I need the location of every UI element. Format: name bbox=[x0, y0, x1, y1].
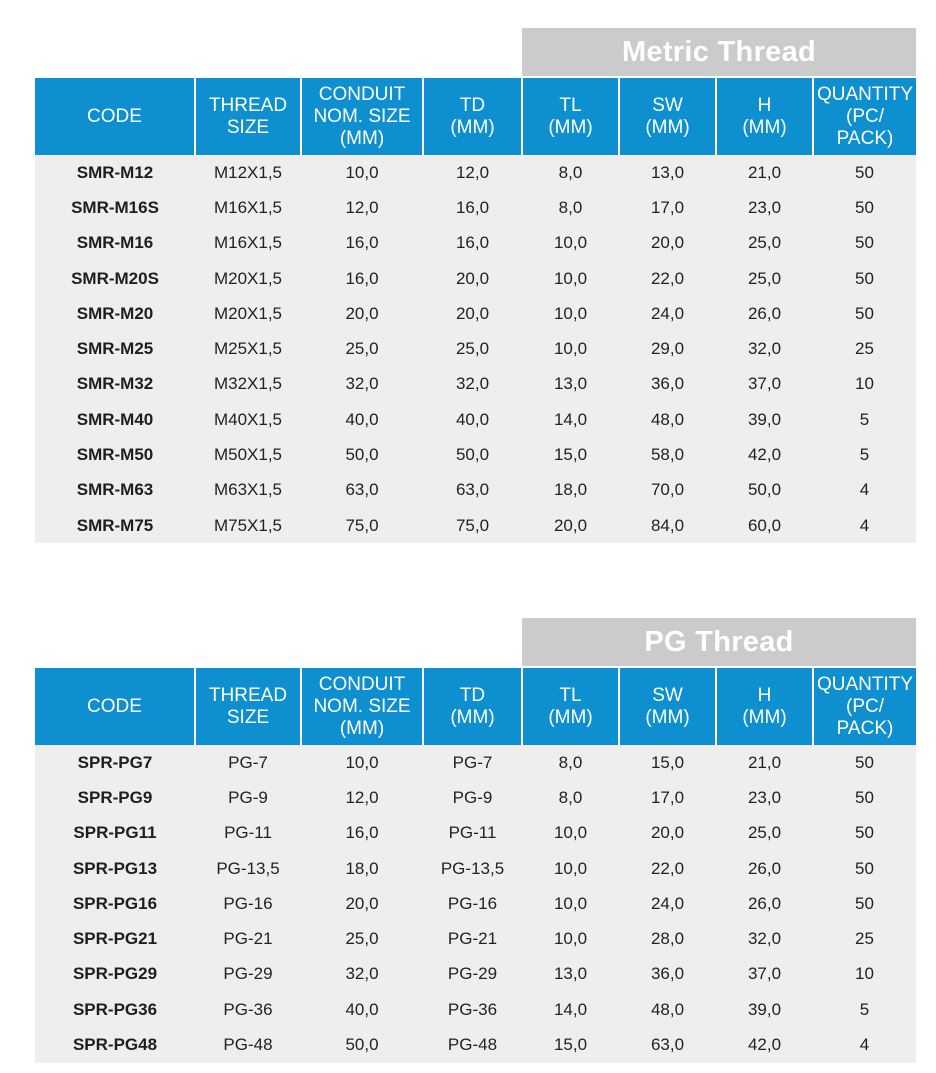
column-header bbox=[522, 668, 619, 745]
table-cell: 17,0 bbox=[619, 190, 716, 225]
product-code-cell: SPR-PG21 bbox=[35, 921, 195, 956]
table-cell: PG-16 bbox=[195, 886, 301, 921]
table-cell: 18,0 bbox=[522, 473, 619, 508]
table-cell: 10,0 bbox=[522, 816, 619, 851]
table-cell: 20,0 bbox=[301, 886, 423, 921]
column-header bbox=[619, 78, 716, 155]
table-cell: 10,0 bbox=[301, 745, 423, 780]
table-cell: 24,0 bbox=[619, 886, 716, 921]
table-cell: 13,0 bbox=[522, 957, 619, 992]
column-header-line: TL bbox=[559, 684, 582, 706]
table-cell: 50 bbox=[813, 886, 916, 921]
table-cell: 58,0 bbox=[619, 437, 716, 472]
column-header bbox=[619, 668, 716, 745]
table-cell: 39,0 bbox=[716, 992, 813, 1027]
table-cell: 13,0 bbox=[619, 155, 716, 190]
product-code-cell: SPR-PG48 bbox=[35, 1027, 195, 1062]
table-cell: 32,0 bbox=[716, 921, 813, 956]
table-cell: 28,0 bbox=[619, 921, 716, 956]
table-cell: M75X1,5 bbox=[195, 508, 301, 543]
table-cell: 23,0 bbox=[716, 190, 813, 225]
table-cell: 26,0 bbox=[716, 296, 813, 331]
table-row bbox=[35, 331, 916, 366]
product-code-cell: SMR-M20 bbox=[35, 296, 195, 331]
column-header-line: QUANTITY bbox=[816, 83, 914, 105]
table-cell: M40X1,5 bbox=[195, 402, 301, 437]
table-cell: 16,0 bbox=[423, 226, 522, 261]
table-cell: 50 bbox=[813, 780, 916, 815]
product-code-cell: SMR-M63 bbox=[35, 473, 195, 508]
table-cell: 10,0 bbox=[522, 296, 619, 331]
table-cell: 12,0 bbox=[301, 780, 423, 815]
table-cell: 15,0 bbox=[522, 437, 619, 472]
column-header-line: SIZE bbox=[226, 706, 270, 728]
table-cell: 36,0 bbox=[619, 957, 716, 992]
table-cell: 26,0 bbox=[716, 851, 813, 886]
table-cell: 5 bbox=[813, 992, 916, 1027]
table-cell: 25,0 bbox=[423, 331, 522, 366]
column-header-line: (MM) bbox=[339, 127, 385, 149]
table-cell: 50,0 bbox=[716, 473, 813, 508]
table-cell: 63,0 bbox=[301, 473, 423, 508]
table-cell: PG-36 bbox=[423, 992, 522, 1027]
table-cell: 8,0 bbox=[522, 780, 619, 815]
table-cell: 29,0 bbox=[619, 331, 716, 366]
product-code-cell: SPR-PG7 bbox=[35, 745, 195, 780]
product-code-cell: SMR-M32 bbox=[35, 367, 195, 402]
table-cell: 16,0 bbox=[301, 816, 423, 851]
table-cell: 4 bbox=[813, 473, 916, 508]
product-code-cell: SMR-M50 bbox=[35, 437, 195, 472]
column-header-line: (PC/ bbox=[846, 695, 884, 717]
column-header bbox=[301, 668, 423, 745]
table-row bbox=[35, 780, 916, 815]
table-cell: 50,0 bbox=[301, 1027, 423, 1062]
table-cell: 26,0 bbox=[716, 886, 813, 921]
column-header-line: H bbox=[757, 94, 772, 116]
table-cell: 10,0 bbox=[522, 851, 619, 886]
table-cell: 50,0 bbox=[301, 437, 423, 472]
table-cell: 25,0 bbox=[301, 331, 423, 366]
table-cell: PG-36 bbox=[195, 992, 301, 1027]
table-cell: 48,0 bbox=[619, 402, 716, 437]
table-cell: M50X1,5 bbox=[195, 437, 301, 472]
product-code-cell: SPR-PG36 bbox=[35, 992, 195, 1027]
table-row bbox=[35, 957, 916, 992]
table-cell: 25,0 bbox=[716, 261, 813, 296]
table-cell: 16,0 bbox=[301, 261, 423, 296]
table-cell: 37,0 bbox=[716, 367, 813, 402]
column-header-line: SIZE bbox=[226, 116, 270, 138]
table-cell: 50,0 bbox=[423, 437, 522, 472]
table-cell: 10,0 bbox=[301, 155, 423, 190]
table-cell: 5 bbox=[813, 437, 916, 472]
column-header-line: THREAD bbox=[208, 684, 288, 706]
table-cell: M63X1,5 bbox=[195, 473, 301, 508]
column-header bbox=[423, 78, 522, 155]
table-cell: 37,0 bbox=[716, 957, 813, 992]
column-header-line: (MM) bbox=[645, 116, 690, 138]
column-header-line: NOM. SIZE bbox=[313, 695, 411, 717]
table-cell: 32,0 bbox=[301, 367, 423, 402]
table-row bbox=[35, 261, 916, 296]
table-row bbox=[35, 155, 916, 190]
table-cell: 24,0 bbox=[619, 296, 716, 331]
product-code-cell: SMR-M20S bbox=[35, 261, 195, 296]
table-row bbox=[35, 508, 916, 543]
table-cell: M32X1,5 bbox=[195, 367, 301, 402]
table-cell: PG-11 bbox=[423, 816, 522, 851]
product-code-cell: SPR-PG16 bbox=[35, 886, 195, 921]
table-cell: 20,0 bbox=[619, 816, 716, 851]
column-header-line: TD bbox=[459, 94, 486, 116]
table-cell: 50 bbox=[813, 296, 916, 331]
table-cell: 5 bbox=[813, 402, 916, 437]
column-header-line: PACK) bbox=[836, 717, 894, 739]
table-cell: 21,0 bbox=[716, 745, 813, 780]
table-cell: PG-7 bbox=[423, 745, 522, 780]
table-cell: 12,0 bbox=[423, 155, 522, 190]
table-cell: M20X1,5 bbox=[195, 296, 301, 331]
table-cell: M12X1,5 bbox=[195, 155, 301, 190]
table-row bbox=[35, 816, 916, 851]
product-code-cell: SMR-M16 bbox=[35, 226, 195, 261]
table-cell: PG-29 bbox=[195, 957, 301, 992]
column-header-line: CONDUIT bbox=[318, 673, 406, 695]
table-cell: 75,0 bbox=[423, 508, 522, 543]
column-header-line: (MM) bbox=[645, 706, 690, 728]
metric-thread-table bbox=[35, 78, 916, 543]
table-row bbox=[35, 921, 916, 956]
table-cell: 50 bbox=[813, 745, 916, 780]
column-header-line: SW bbox=[652, 94, 683, 116]
header-row bbox=[35, 668, 916, 745]
table-cell: 63,0 bbox=[619, 1027, 716, 1062]
table-cell: 4 bbox=[813, 508, 916, 543]
product-code-cell: SMR-M12 bbox=[35, 155, 195, 190]
table-banner: PG Thread bbox=[522, 618, 916, 666]
product-code-cell: SMR-M40 bbox=[35, 402, 195, 437]
table-row bbox=[35, 745, 916, 780]
table-cell: 10 bbox=[813, 957, 916, 992]
table-cell: 84,0 bbox=[619, 508, 716, 543]
table-cell: 32,0 bbox=[301, 957, 423, 992]
table-cell: 8,0 bbox=[522, 155, 619, 190]
table-cell: 42,0 bbox=[716, 1027, 813, 1062]
column-header bbox=[195, 668, 301, 745]
table-cell: 70,0 bbox=[619, 473, 716, 508]
table-cell: 40,0 bbox=[301, 402, 423, 437]
table-row bbox=[35, 190, 916, 225]
table-cell: 13,0 bbox=[522, 367, 619, 402]
table-cell: PG-13,5 bbox=[423, 851, 522, 886]
table-cell: 12,0 bbox=[301, 190, 423, 225]
column-header bbox=[35, 668, 195, 745]
table-cell: 15,0 bbox=[619, 745, 716, 780]
table-row bbox=[35, 437, 916, 472]
table-cell: 50 bbox=[813, 226, 916, 261]
table-cell: 63,0 bbox=[423, 473, 522, 508]
table-cell: 10,0 bbox=[522, 921, 619, 956]
column-header-line: QUANTITY bbox=[816, 673, 914, 695]
table-cell: M16X1,5 bbox=[195, 190, 301, 225]
column-header bbox=[35, 78, 195, 155]
table-cell: 40,0 bbox=[301, 992, 423, 1027]
table-cell: 4 bbox=[813, 1027, 916, 1062]
product-code-cell: SMR-M16S bbox=[35, 190, 195, 225]
table-row bbox=[35, 473, 916, 508]
table-cell: 50 bbox=[813, 190, 916, 225]
table-cell: 20,0 bbox=[423, 296, 522, 331]
table-banner: Metric Thread bbox=[522, 28, 916, 76]
product-code-cell: SMR-M75 bbox=[35, 508, 195, 543]
table-cell: 16,0 bbox=[301, 226, 423, 261]
table-cell: 16,0 bbox=[423, 190, 522, 225]
table-cell: 25,0 bbox=[716, 226, 813, 261]
product-code-cell: SPR-PG13 bbox=[35, 851, 195, 886]
column-header bbox=[716, 668, 813, 745]
column-header bbox=[813, 78, 916, 155]
product-code-cell: SPR-PG11 bbox=[35, 816, 195, 851]
table-cell: 22,0 bbox=[619, 851, 716, 886]
column-header-line: (MM) bbox=[548, 706, 593, 728]
column-header-line: (MM) bbox=[450, 116, 495, 138]
table-cell: PG-7 bbox=[195, 745, 301, 780]
column-header-line: PACK) bbox=[836, 127, 894, 149]
table-cell: 40,0 bbox=[423, 402, 522, 437]
table-cell: 10,0 bbox=[522, 261, 619, 296]
column-header bbox=[522, 78, 619, 155]
table-cell: 60,0 bbox=[716, 508, 813, 543]
table-cell: 10 bbox=[813, 367, 916, 402]
table-cell: 20,0 bbox=[522, 508, 619, 543]
table-cell: 39,0 bbox=[716, 402, 813, 437]
column-header-line: (MM) bbox=[742, 116, 787, 138]
column-header bbox=[813, 668, 916, 745]
table-cell: 25,0 bbox=[716, 816, 813, 851]
table-cell: PG-48 bbox=[423, 1027, 522, 1062]
table-cell: PG-16 bbox=[423, 886, 522, 921]
header-row bbox=[35, 78, 916, 155]
table-cell: 8,0 bbox=[522, 745, 619, 780]
table-cell: M16X1,5 bbox=[195, 226, 301, 261]
table-cell: 50 bbox=[813, 816, 916, 851]
table-cell: 25 bbox=[813, 921, 916, 956]
table-cell: 50 bbox=[813, 851, 916, 886]
table-cell: 10,0 bbox=[522, 226, 619, 261]
table-cell: 10,0 bbox=[522, 886, 619, 921]
table-cell: 32,0 bbox=[423, 367, 522, 402]
table-cell: 42,0 bbox=[716, 437, 813, 472]
table-cell: M25X1,5 bbox=[195, 331, 301, 366]
table-row bbox=[35, 1027, 916, 1062]
table-cell: 14,0 bbox=[522, 992, 619, 1027]
product-code-cell: SMR-M25 bbox=[35, 331, 195, 366]
table-cell: 14,0 bbox=[522, 402, 619, 437]
table-cell: PG-9 bbox=[195, 780, 301, 815]
column-header-line: (MM) bbox=[339, 717, 385, 739]
table-cell: 10,0 bbox=[522, 331, 619, 366]
table-cell: 50 bbox=[813, 261, 916, 296]
column-header-line: TD bbox=[459, 684, 486, 706]
table-row bbox=[35, 402, 916, 437]
column-header-line: SW bbox=[652, 684, 683, 706]
column-header-line: CODE bbox=[87, 695, 142, 717]
column-header bbox=[195, 78, 301, 155]
table-cell: 20,0 bbox=[423, 261, 522, 296]
column-header-line: H bbox=[757, 684, 772, 706]
table-cell: 20,0 bbox=[301, 296, 423, 331]
column-header-line: (MM) bbox=[450, 706, 495, 728]
column-header bbox=[423, 668, 522, 745]
table-row bbox=[35, 886, 916, 921]
table-row bbox=[35, 226, 916, 261]
table-cell: 22,0 bbox=[619, 261, 716, 296]
column-header-line: (MM) bbox=[548, 116, 593, 138]
table-row bbox=[35, 367, 916, 402]
table-cell: 25,0 bbox=[301, 921, 423, 956]
table-cell: 36,0 bbox=[619, 367, 716, 402]
column-header-line: (PC/ bbox=[846, 105, 884, 127]
table-row bbox=[35, 992, 916, 1027]
column-header-line: NOM. SIZE bbox=[313, 105, 411, 127]
table-cell: 15,0 bbox=[522, 1027, 619, 1062]
table-cell: PG-21 bbox=[423, 921, 522, 956]
table-cell: 75,0 bbox=[301, 508, 423, 543]
table-cell: 50 bbox=[813, 155, 916, 190]
table-cell: 21,0 bbox=[716, 155, 813, 190]
column-header bbox=[716, 78, 813, 155]
column-header-line: CODE bbox=[87, 105, 142, 127]
table-cell: PG-13,5 bbox=[195, 851, 301, 886]
product-code-cell: SPR-PG9 bbox=[35, 780, 195, 815]
column-header-line: TL bbox=[559, 94, 582, 116]
table-cell: 18,0 bbox=[301, 851, 423, 886]
table-row bbox=[35, 851, 916, 886]
table-cell: 17,0 bbox=[619, 780, 716, 815]
table-cell: PG-48 bbox=[195, 1027, 301, 1062]
table-cell: PG-29 bbox=[423, 957, 522, 992]
column-header-line: (MM) bbox=[742, 706, 787, 728]
table-cell: 8,0 bbox=[522, 190, 619, 225]
table-cell: PG-21 bbox=[195, 921, 301, 956]
pg-thread-table bbox=[35, 668, 916, 1063]
table-cell: M20X1,5 bbox=[195, 261, 301, 296]
column-header-line: CONDUIT bbox=[318, 83, 406, 105]
table-cell: PG-11 bbox=[195, 816, 301, 851]
table-cell: 23,0 bbox=[716, 780, 813, 815]
table-cell: 32,0 bbox=[716, 331, 813, 366]
column-header-line: THREAD bbox=[208, 94, 288, 116]
table-row bbox=[35, 296, 916, 331]
product-code-cell: SPR-PG29 bbox=[35, 957, 195, 992]
table-cell: 48,0 bbox=[619, 992, 716, 1027]
table-cell: PG-9 bbox=[423, 780, 522, 815]
column-header bbox=[301, 78, 423, 155]
table-cell: 25 bbox=[813, 331, 916, 366]
table-cell: 20,0 bbox=[619, 226, 716, 261]
